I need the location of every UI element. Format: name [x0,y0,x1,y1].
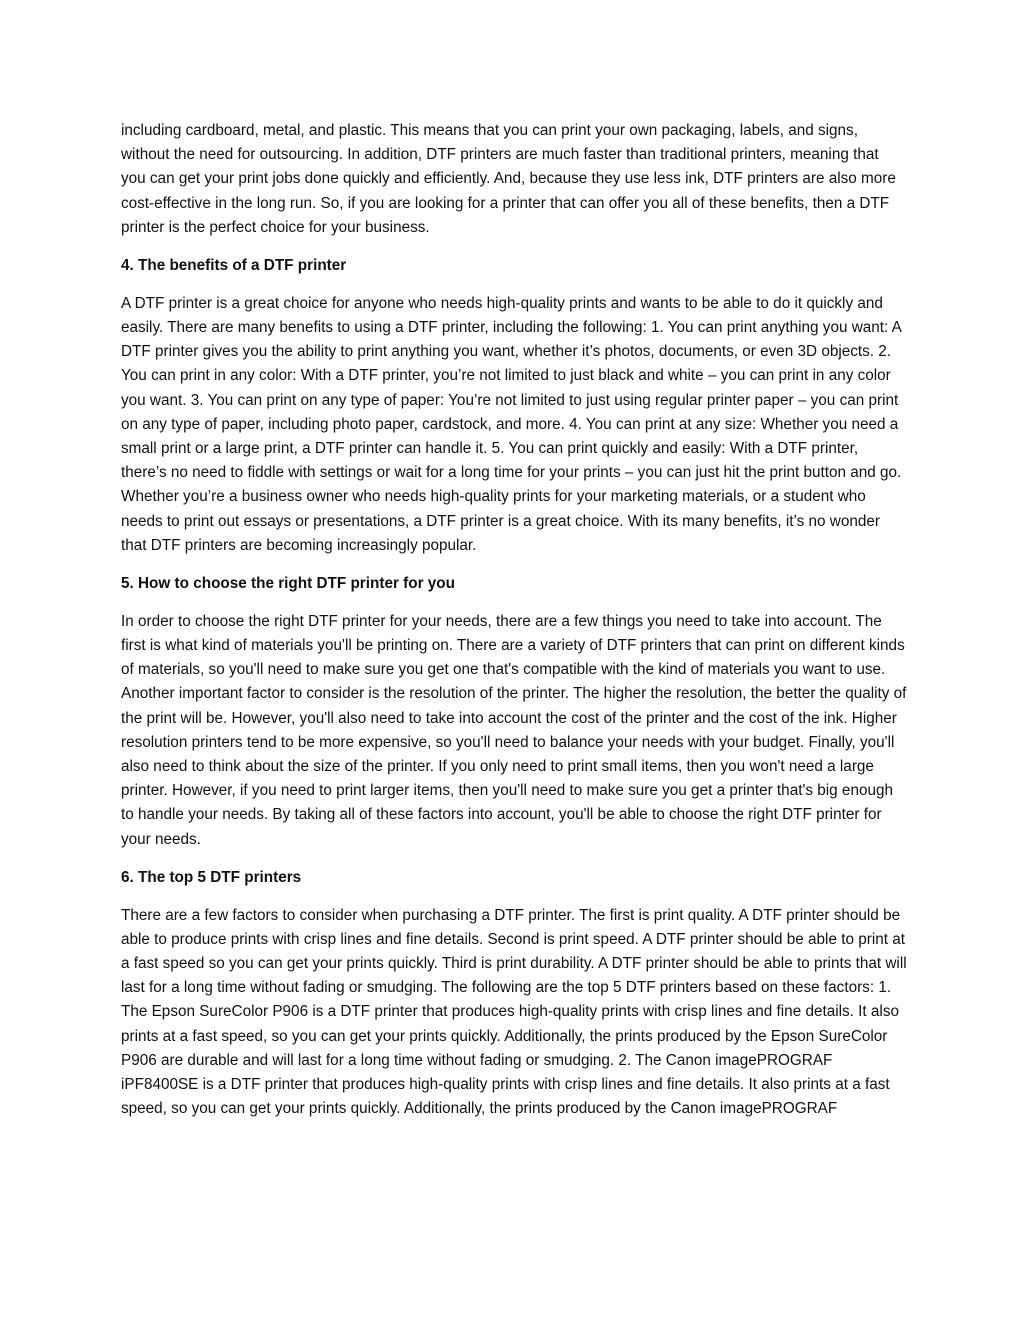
document-page [121,119,907,1135]
section-heading-top-5: 6. The top 5 DTF printers [121,868,302,886]
intro-paragraph: including cardboard, metal, and plastic. This means that you can print your own packaging, labels, and signs, without the need for outsourcing. In addition, DTF printers are much faster than traditional printers, meaning that you can get your print jobs done quickly and efficiently. And, because they use less ink, DTF printers are also more cost-effective in the long run. So, if you are looking for a printer that can offer you all of these benefits, then a DTF printer is the perfect choice for your business. [121,122,896,236]
section-heading-how-to-choose: 5. How to choose the right DTF printer for you [121,574,455,592]
section-heading-benefits: 4. The benefits of a DTF printer [121,256,347,274]
section-body-top-5: There are a few factors to consider when purchasing a DTF printer. The first is print quality. A DTF printer should be able to produce prints with crisp lines and fine details. Second is print speed. A DTF printer should be able to print at a fast speed so you can get your prints quickly. Third is print durability. A DTF printer should be able to prints that will last for a long time without fading or smudging. The following are the top 5 DTF printers based on these factors: 1. The Epson SureColor P906 is a DTF printer that produces high-quality prints with crisp lines and fine details. It also prints at a fast speed, so you can get your prints quickly. Additionally, the prints produced by the Epson SureColor P906 are durable and will last for a long time without fading or smudging. 2. The Canon imagePROGRAF iPF8400SE is a DTF printer that produces high-quality prints with crisp lines and fine details. It also prints at a fast speed, so you can get your prints quickly. Additionally, the prints produced by the Canon imagePROGRAF [121,906,907,1118]
section-body-benefits: A DTF printer is a great choice for anyone who needs high-quality prints and wants to be able to do it quickly and easily. There are many benefits to using a DTF printer, including the following: 1. You can print anything you want: A DTF printer gives you the ability to print anything you want, whether it’s photos, documents, or even 3D objects. 2. You can print in any color: With a DTF printer, you’re not limited to just black and white – you can print in any color you want. 3. You can print on any type of paper: You’re not limited to just using regular printer paper – you can print on any type of paper, including photo paper, cardstock, and more. 4. You can print at any size: Whether you need a small print or a large print, a DTF printer can handle it. 5. You can print quickly and easily: With a DTF printer, there’s no need to fiddle with settings or wait for a long time for your prints – you can just hit the print button and go. Whether you’re a business owner who needs high-quality prints for your marketing materials, or a student who needs to print out essays or presentations, a DTF printer is a great choice. With its many benefits, it’s no wonder that DTF printers are becoming increasingly popular. [121,294,902,554]
section-body-how-to-choose: In order to choose the right DTF printer for your needs, there are a few things you need to take into account. The first is what kind of materials you'll be printing on. There are a variety of DTF printers that can print on different kinds of materials, so you'll need to make sure you get one that's compatible with the kind of materials you want to use. Another important factor to consider is the resolution of the printer. The higher the resolution, the better the quality of the print will be. However, you'll also need to take into account the cost of the printer and the cost of the ink. Higher resolution printers tend to be more expensive, so you'll need to balance your needs with your budget. Finally, you'll also need to think about the size of the printer. If you only need to print small items, then you won't need a large printer. However, if you need to print larger items, then you'll need to make sure you get a printer that's big enough to handle your needs. By taking all of these factors into account, you'll be able to choose the right DTF printer for your needs. [121,612,907,848]
